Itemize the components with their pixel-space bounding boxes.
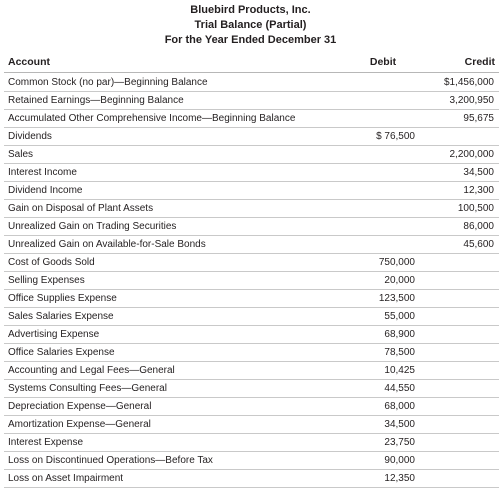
credit-amount: 95,675	[463, 113, 494, 124]
debit-amount: 68,000	[384, 401, 415, 412]
account-name: Gain on Disposal of Plant Assets	[8, 203, 154, 214]
table-row	[4, 128, 499, 146]
account-column-header: Account	[8, 56, 50, 68]
account-name: Loss on Discontinued Operations—Before Tax	[8, 455, 213, 466]
debit-column-header: Debit	[369, 56, 397, 68]
account-name: Unrealized Gain on Trading Securities	[8, 221, 177, 232]
header-rule	[4, 72, 499, 73]
account-name: Sales	[8, 149, 34, 160]
debit-amount: 34,500	[384, 419, 415, 430]
debit-amount: 90,000	[384, 455, 415, 466]
table-row	[4, 470, 499, 488]
table-row	[4, 452, 499, 470]
statement-period: For the Year Ended December 31	[164, 34, 337, 46]
table-row	[4, 164, 499, 182]
debit-amount: $ 76,500	[376, 131, 415, 142]
table-row	[4, 272, 499, 290]
table-row	[4, 380, 499, 398]
column-headers	[0, 56, 501, 70]
debit-amount: 68,900	[384, 329, 415, 340]
credit-amount: 12,300	[463, 185, 494, 196]
credit-amount: 86,000	[463, 221, 494, 232]
table-row	[4, 218, 499, 236]
debit-amount: 78,500	[384, 347, 415, 358]
account-name: Office Supplies Expense	[8, 293, 117, 304]
account-name: Selling Expenses	[8, 275, 85, 286]
account-name: Unrealized Gain on Available-for-Sale Bonds	[8, 239, 206, 250]
statement-heading	[0, 0, 501, 48]
table-row	[4, 236, 499, 254]
table-row	[4, 200, 499, 218]
debit-amount: 10,425	[384, 365, 415, 376]
table-row	[4, 416, 499, 434]
table-row	[4, 182, 499, 200]
account-name: Cost of Goods Sold	[8, 257, 95, 268]
debit-amount: 44,550	[384, 383, 415, 394]
debit-amount: 123,500	[378, 293, 415, 304]
table-row	[4, 398, 499, 416]
debit-amount: 12,350	[384, 473, 415, 484]
credit-amount: 100,500	[457, 203, 494, 214]
account-name: Office Salaries Expense	[8, 347, 115, 358]
account-name: Sales Salaries Expense	[8, 311, 114, 322]
debit-amount: 55,000	[384, 311, 415, 322]
statement-title: Trial Balance (Partial)	[194, 19, 307, 31]
table-row	[4, 254, 499, 272]
table-row	[4, 290, 499, 308]
table-row	[4, 434, 499, 452]
account-name: Interest Income	[8, 167, 77, 178]
account-name: Loss on Asset Impairment	[8, 473, 124, 484]
account-name: Advertising Expense	[8, 329, 100, 340]
credit-amount: 3,200,950	[449, 95, 494, 106]
table-row	[4, 110, 499, 128]
account-name: Retained Earnings—Beginning Balance	[8, 95, 184, 106]
trial-balance-table	[4, 74, 499, 488]
table-row	[4, 74, 499, 92]
account-name: Accounting and Legal Fees—General	[8, 365, 175, 376]
account-name: Accumulated Other Comprehensive Income—Beginning Balance	[8, 113, 296, 124]
account-name: Depreciation Expense—General	[8, 401, 152, 412]
account-name: Interest Expense	[8, 437, 84, 448]
credit-amount: 45,600	[463, 239, 494, 250]
table-row	[4, 344, 499, 362]
table-row	[4, 92, 499, 110]
debit-amount: 20,000	[384, 275, 415, 286]
credit-amount: $1,456,000	[443, 77, 494, 88]
company-name: Bluebird Products, Inc.	[190, 4, 311, 16]
account-name: Dividends	[8, 131, 52, 142]
table-row	[4, 308, 499, 326]
account-name: Amortization Expense—General	[8, 419, 151, 430]
credit-amount: 34,500	[463, 167, 494, 178]
table-row	[4, 146, 499, 164]
credit-column-header: Credit	[464, 56, 495, 68]
debit-amount: 23,750	[384, 437, 415, 448]
debit-amount: 750,000	[378, 257, 415, 268]
account-name: Dividend Income	[8, 185, 83, 196]
credit-amount: 2,200,000	[449, 149, 494, 160]
table-row	[4, 326, 499, 344]
account-name: Common Stock (no par)—Beginning Balance	[8, 77, 208, 88]
account-name: Systems Consulting Fees—General	[8, 383, 167, 394]
table-row	[4, 362, 499, 380]
